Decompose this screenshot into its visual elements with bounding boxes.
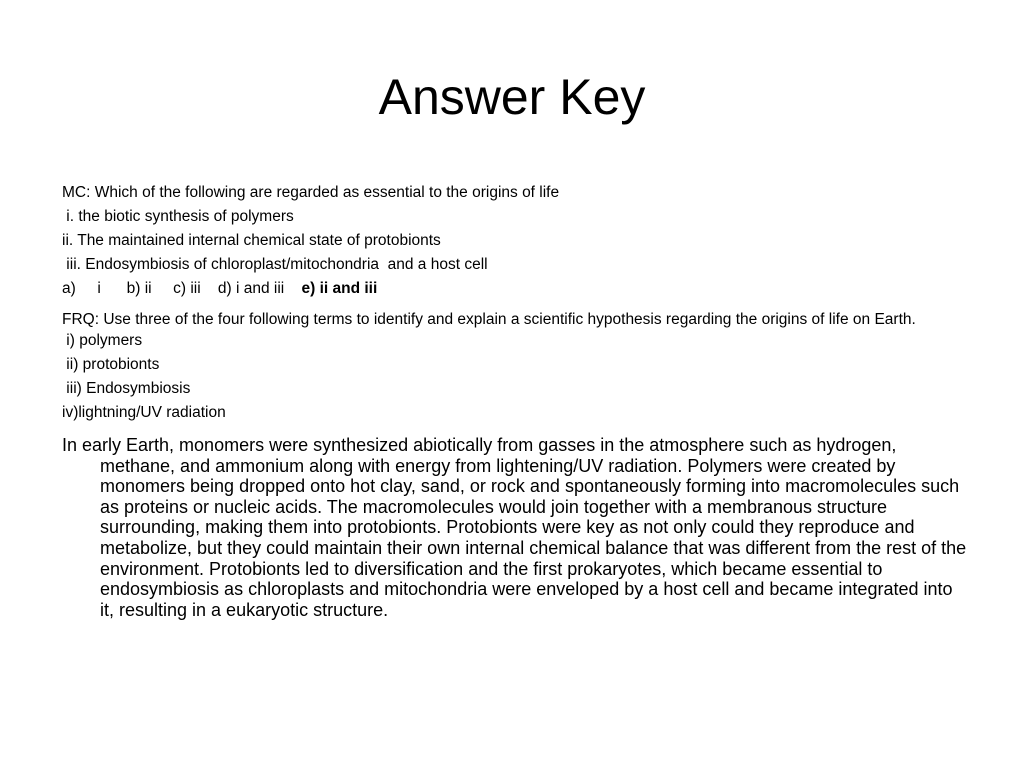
choice-e-correct: e) ii and iii — [301, 280, 378, 297]
slide-title: Answer Key — [378, 69, 646, 125]
choice-b: b) ii — [100, 280, 152, 297]
mc-question: MC: Which of the following are regarded as essential to the origins of life — [62, 184, 560, 201]
frq-answer-paragraph: In early Earth, monomers were synthesized abiotically from gasses in the atmosphere such as hydrogen, methane, and ammonium along with energy from lightening/UV radiation. Polymers were created by monomers being dropped onto hot clay, sand, or rock and spontaneously forming into macromolecules such as proteins or nucleic acids. The macromolecules would join together with a membranous structure surrounding, making them into protobionts. Protobionts were key as not only could they reproduce and metabolize, but they could maintain their own internal chemical balance that was different from the rest of the environment. Protobionts led to diversification and the first prokaryotes, which became essential to endosymbiosis as chloroplasts and mitochondria were enveloped by a host cell and became integrated into it, resulting in a eukaryotic structure. — [62, 435, 967, 620]
slide-content — [62, 181, 967, 620]
choice-d: d) i and iii — [200, 280, 285, 297]
choice-a: a) i — [62, 280, 101, 297]
mc-option-1: i. the biotic synthesis of polymers — [62, 208, 294, 225]
frq-term-2: ii) protobionts — [62, 356, 160, 373]
mc-option-2: ii. The maintained internal chemical state of protobionts — [62, 232, 441, 249]
frq-term-1: i) polymers — [62, 332, 143, 349]
mc-option-3: iii. Endosymbiosis of chloroplast/mitochondria and a host cell — [62, 256, 488, 273]
choice-c: c) iii — [151, 280, 201, 297]
frq-term-3: iii) Endosymbiosis — [62, 380, 191, 397]
frq-question: FRQ: Use three of the four following terms to identify and explain a scientific hypothesis regarding the origins of life on Earth. — [62, 311, 916, 328]
frq-term-4: iv)lightning/UV radiation — [62, 404, 226, 421]
mc-choices — [62, 277, 967, 301]
